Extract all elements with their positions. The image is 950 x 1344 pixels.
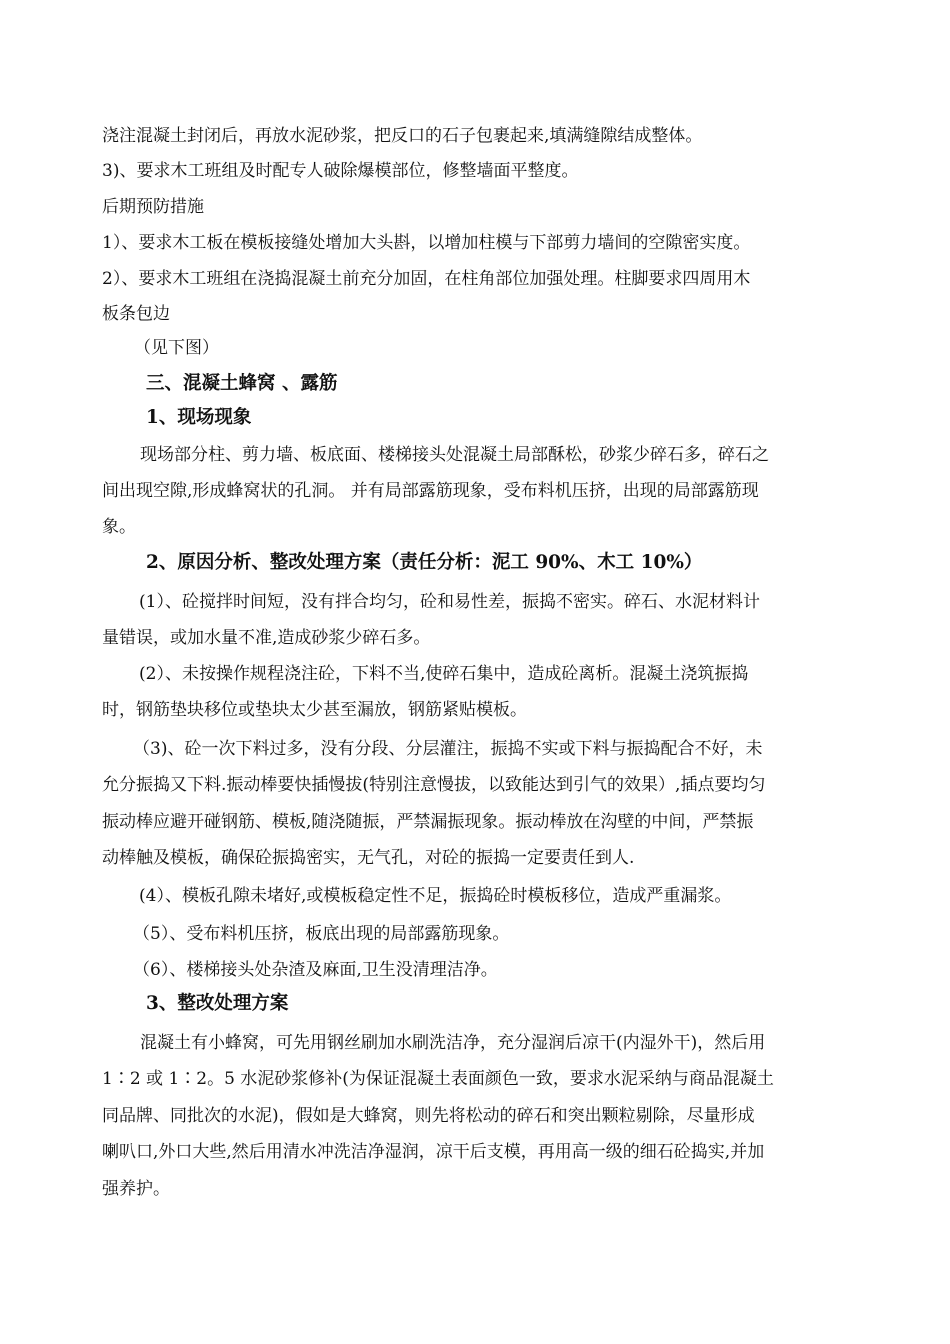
section-heading: 三、混凝土蜂窝 、露筋 (146, 373, 338, 394)
subheading: 后期预防措施 (102, 197, 204, 217)
paragraph-line: 浇注混凝土封闭后，再放水泥砂浆，把反口的石子包裹起来,填满缝隙结成整体。 (102, 126, 703, 146)
paragraph-line: 2）、要求木工班组在浇捣混凝土前充分加固，在柱角部位加强处理。柱脚要求四周用木 (102, 269, 751, 289)
figure-reference: （见下图） (134, 338, 219, 358)
paragraph-line: 1∶2 或 1∶2。5 水泥砂浆修补(为保证混凝土表面颜色一致，要求水泥采纳与商品混凝土 (102, 1069, 774, 1089)
paragraph-line: 混凝土有小蜂窝，可先用钢丝刷加水刷洗洁净，充分湿润后凉干(内湿外干)，然后用 (140, 1033, 766, 1053)
paragraph-line: （6）、楼梯接头处杂渣及麻面,卫生没清理洁净。 (133, 960, 498, 980)
paragraph-line: 同品牌、同批次的水泥)，假如是大蜂窝，则先将松动的碎石和突出颗粒剔除，尽量形成 (102, 1106, 755, 1126)
paragraph-line: 间出现空隙,形成蜂窝状的孔洞。 并有局部露筋现象，受布料机压挤，出现的局部露筋现 (102, 481, 759, 501)
paragraph-line: 象。 (102, 517, 136, 537)
paragraph-line: 量错误，或加水量不准,造成砂浆少碎石多。 (102, 628, 431, 648)
paragraph-line: 允分振捣又下料.振动棒要快插慢拔(特别注意慢拔，以致能达到引气的效果）,插点要均匀 (102, 775, 766, 795)
paragraph-line: 时，钢筋垫块移位或垫块太少甚至漏放，钢筋紧贴模板。 (102, 700, 527, 720)
paragraph-line: 现场部分柱、剪力墙、板底面、楼梯接头处混凝土局部酥松，砂浆少碎石多，碎石之 (140, 445, 769, 465)
paragraph-line: 3)、要求木工班组及时配专人破除爆模部位，修整墙面平整度。 (102, 161, 579, 181)
subsection-heading: 2、原因分析、整改处理方案（责任分析：泥工 90%、木工 10%） (146, 552, 703, 573)
paragraph-line: (4）、模板孔隙未堵好,或模板稳定性不足，振捣砼时模板移位，造成严重漏浆。 (139, 886, 732, 906)
paragraph-line: 强养护。 (102, 1179, 170, 1199)
subsection-heading: 3、整改处理方案 (146, 993, 289, 1014)
paragraph-line: 动棒触及模板，确保砼振捣密实，无气孔，对砼的振捣一定要责任到人. (102, 848, 635, 868)
paragraph-line: (2）、未按操作规程浇注砼，下料不当,使碎石集中，造成砼离析。混凝土浇筑振捣 (139, 664, 749, 684)
paragraph-line: (1）、砼搅拌时间短，没有拌合均匀，砼和易性差，振捣不密实。碎石、水泥材料计 (139, 592, 760, 612)
paragraph-line: （3)、砼一次下料过多，没有分段、分层灌注，振捣不实或下料与振捣配合不好，未 (133, 739, 763, 759)
paragraph-line: 喇叭口,外口大些,然后用清水冲洗洁净湿润，凉干后支模，再用高一级的细石砼捣实,并加 (102, 1142, 765, 1162)
subsection-heading: 1、现场现象 (146, 407, 252, 428)
paragraph-line: （5）、受布料机压挤，板底出现的局部露筋现象。 (133, 924, 510, 944)
paragraph-line: 1）、要求木工板在模板接缝处增加大头斟，以增加柱模与下部剪力墙间的空隙密实度。 (102, 233, 751, 253)
paragraph-line: 振动棒应避开碰钢筋、模板,随浇随振，严禁漏振现象。振动棒放在沟壁的中间，严禁振 (102, 812, 754, 832)
paragraph-line: 板条包边 (102, 304, 170, 324)
